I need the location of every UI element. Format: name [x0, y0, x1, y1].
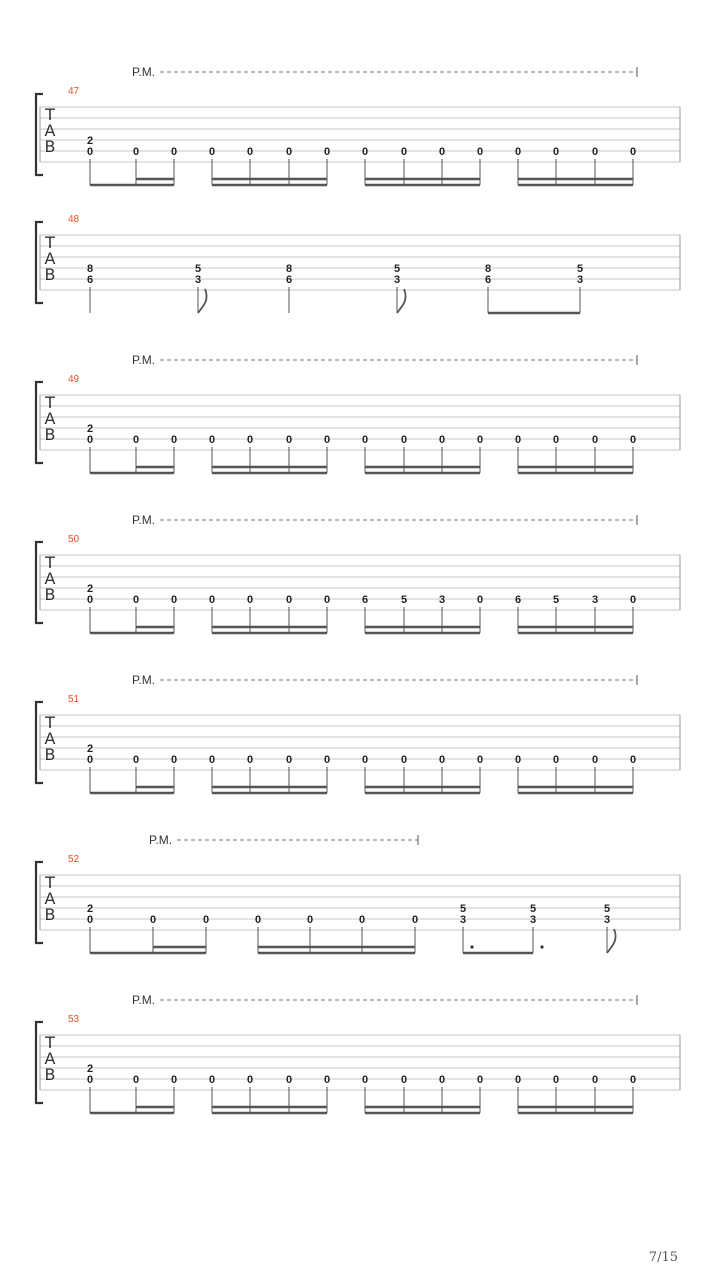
palm-mute-label: P.M. — [132, 993, 156, 1007]
note-flag — [607, 929, 616, 953]
fret-number: 0 — [208, 146, 216, 158]
fret-number: 5 — [603, 903, 611, 915]
fret-number: 0 — [629, 1074, 637, 1086]
tab-clef-letter: A — [44, 729, 56, 748]
tab-clef-letter: B — [44, 265, 56, 284]
fret-number: 5 — [576, 263, 584, 275]
fret-number: 5 — [393, 263, 401, 275]
fret-number: 2 — [86, 1063, 94, 1075]
tab-clef-letter: B — [44, 745, 56, 764]
fret-number: 0 — [361, 146, 369, 158]
fret-number: 2 — [86, 583, 94, 595]
palm-mute-label: P.M. — [132, 353, 156, 367]
fret-number: 0 — [246, 754, 254, 766]
fret-number: 0 — [86, 754, 94, 766]
dot — [470, 945, 473, 948]
fret-number: 0 — [323, 594, 331, 606]
fret-number: 0 — [400, 434, 408, 446]
measure-number: 47 — [68, 86, 80, 97]
fret-number: 0 — [514, 146, 522, 158]
palm-mute-label: P.M. — [132, 513, 156, 527]
fret-number: 0 — [361, 1074, 369, 1086]
tab-clef-letter: A — [44, 569, 56, 588]
fret-number: 0 — [476, 1074, 484, 1086]
fret-number: 0 — [86, 914, 94, 926]
tab-clef-letter: A — [44, 121, 56, 140]
tab-clef-letter: T — [45, 1033, 55, 1052]
tab-clef-letter: B — [44, 905, 56, 924]
tab-clef-letter: T — [45, 233, 55, 252]
fret-number: 6 — [361, 594, 369, 606]
fret-number: 0 — [629, 754, 637, 766]
fret-number: 0 — [358, 914, 366, 926]
fret-number: 8 — [285, 263, 293, 275]
tab-clef-letter: B — [44, 1065, 56, 1084]
fret-number: 2 — [86, 423, 94, 435]
fret-number: 0 — [400, 754, 408, 766]
fret-number: 0 — [323, 1074, 331, 1086]
fret-number: 3 — [393, 274, 401, 286]
fret-number: 3 — [194, 274, 202, 286]
fret-number: 0 — [132, 146, 140, 158]
measure-number: 48 — [68, 214, 80, 225]
fret-number: 0 — [149, 914, 157, 926]
fret-number: 3 — [591, 594, 599, 606]
fret-number: 0 — [170, 594, 178, 606]
fret-number: 0 — [306, 914, 314, 926]
fret-number: 0 — [591, 146, 599, 158]
fret-number: 3 — [576, 274, 584, 286]
fret-number: 0 — [132, 434, 140, 446]
fret-number: 0 — [208, 754, 216, 766]
fret-number: 0 — [591, 1074, 599, 1086]
fret-number: 0 — [170, 146, 178, 158]
tab-clef-letter: T — [45, 105, 55, 124]
fret-number: 6 — [285, 274, 293, 286]
fret-number: 0 — [629, 594, 637, 606]
fret-number: 0 — [552, 146, 560, 158]
fret-number: 0 — [170, 434, 178, 446]
fret-number: 0 — [438, 146, 446, 158]
fret-number: 5 — [194, 263, 202, 275]
fret-number: 0 — [514, 754, 522, 766]
fret-number: 5 — [400, 594, 408, 606]
tab-clef-letter: B — [44, 425, 56, 444]
fret-number: 0 — [208, 1074, 216, 1086]
fret-number: 0 — [208, 434, 216, 446]
palm-mute-label: P.M. — [132, 65, 156, 79]
fret-number: 0 — [246, 594, 254, 606]
fret-number: 0 — [552, 434, 560, 446]
fret-number: 0 — [285, 1074, 293, 1086]
fret-number: 0 — [208, 594, 216, 606]
fret-number: 0 — [514, 1074, 522, 1086]
fret-number: 0 — [400, 1074, 408, 1086]
fret-number: 0 — [132, 1074, 140, 1086]
tab-clef-letter: A — [44, 889, 56, 908]
fret-number: 0 — [202, 914, 210, 926]
fret-number: 0 — [552, 1074, 560, 1086]
fret-number: 0 — [411, 914, 419, 926]
fret-number: 0 — [254, 914, 262, 926]
measure-number: 51 — [68, 694, 80, 705]
tab-clef-letter: T — [45, 393, 55, 412]
fret-number: 0 — [361, 754, 369, 766]
fret-number: 0 — [86, 434, 94, 446]
tab-clef-letter: B — [44, 585, 56, 604]
fret-number: 5 — [529, 903, 537, 915]
note-flag — [397, 289, 406, 313]
fret-number: 0 — [170, 754, 178, 766]
fret-number: 0 — [629, 146, 637, 158]
fret-number: 6 — [86, 274, 94, 286]
fret-number: 0 — [514, 434, 522, 446]
fret-number: 0 — [323, 754, 331, 766]
fret-number: 2 — [86, 903, 94, 915]
fret-number: 3 — [459, 914, 467, 926]
tab-clef-letter: B — [44, 137, 56, 156]
fret-number: 0 — [476, 146, 484, 158]
fret-number: 0 — [285, 594, 293, 606]
fret-number: 0 — [285, 146, 293, 158]
fret-number: 0 — [246, 146, 254, 158]
fret-number: 0 — [629, 434, 637, 446]
dot — [540, 945, 543, 948]
tab-clef-letter: T — [45, 873, 55, 892]
fret-number: 0 — [476, 434, 484, 446]
fret-number: 3 — [529, 914, 537, 926]
fret-number: 5 — [459, 903, 467, 915]
fret-number: 0 — [285, 434, 293, 446]
fret-number: 8 — [86, 263, 94, 275]
fret-number: 0 — [591, 434, 599, 446]
fret-number: 0 — [132, 594, 140, 606]
fret-number: 6 — [514, 594, 522, 606]
fret-number: 2 — [86, 743, 94, 755]
measure-number: 49 — [68, 374, 80, 385]
fret-number: 0 — [400, 146, 408, 158]
fret-number: 0 — [86, 146, 94, 158]
fret-number: 0 — [323, 434, 331, 446]
fret-number: 0 — [361, 434, 369, 446]
palm-mute-label: P.M. — [132, 673, 156, 687]
tab-clef-letter: A — [44, 409, 56, 428]
fret-number: 0 — [476, 754, 484, 766]
fret-number: 0 — [285, 754, 293, 766]
fret-number: 0 — [438, 434, 446, 446]
fret-number: 0 — [132, 754, 140, 766]
fret-number: 3 — [603, 914, 611, 926]
measure-number: 52 — [68, 854, 80, 865]
fret-number: 0 — [246, 1074, 254, 1086]
fret-number: 5 — [552, 594, 560, 606]
note-flag — [198, 289, 207, 313]
fret-number: 0 — [170, 1074, 178, 1086]
fret-number: 0 — [86, 594, 94, 606]
palm-mute-label: P.M. — [149, 833, 173, 847]
tab-clef-letter: A — [44, 249, 56, 268]
measure-number: 53 — [68, 1014, 80, 1025]
tab-clef-letter: T — [45, 713, 55, 732]
measure-number: 50 — [68, 534, 80, 545]
fret-number: 0 — [438, 1074, 446, 1086]
fret-number: 0 — [591, 754, 599, 766]
fret-number: 0 — [552, 754, 560, 766]
fret-number: 0 — [438, 754, 446, 766]
fret-number: 0 — [86, 1074, 94, 1086]
fret-number: 2 — [86, 135, 94, 147]
page-indicator: 7/15 — [648, 1250, 678, 1265]
fret-number: 3 — [438, 594, 446, 606]
fret-number: 0 — [476, 594, 484, 606]
fret-number: 8 — [484, 263, 492, 275]
fret-number: 0 — [246, 434, 254, 446]
fret-number: 0 — [323, 146, 331, 158]
tab-clef-letter: T — [45, 553, 55, 572]
fret-number: 6 — [484, 274, 492, 286]
tab-clef-letter: A — [44, 1049, 56, 1068]
